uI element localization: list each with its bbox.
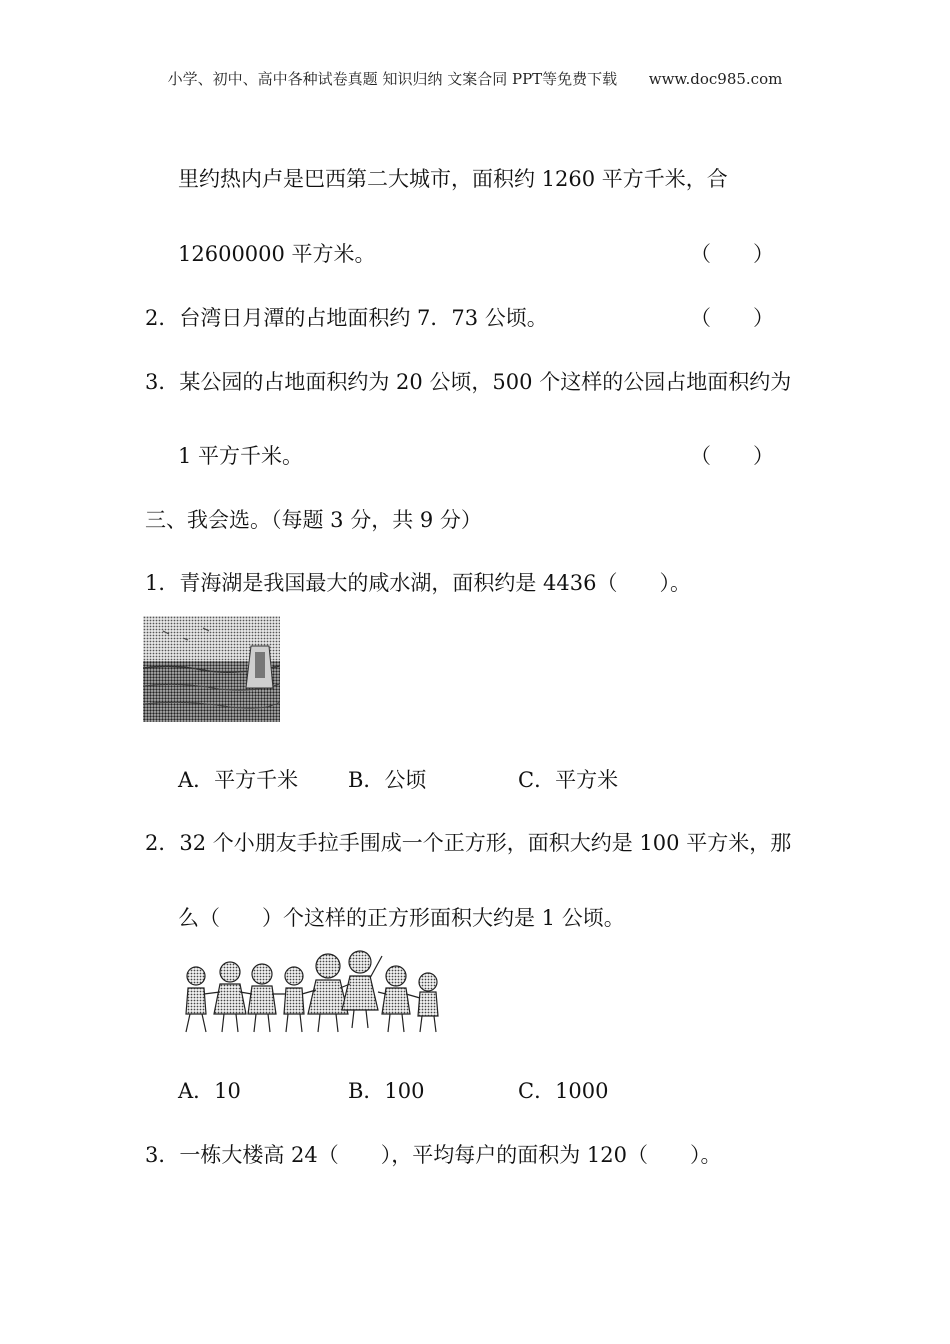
- q2-answer-paren[interactable]: （ ）: [690, 306, 774, 330]
- q2-statement: 2．台湾日月潭的占地面积约 7．73 公顷。: [145, 306, 548, 330]
- q3-statement-line1: 3．某公园的占地面积约为 20 公顷，500 个这样的公园占地面积约为: [145, 370, 792, 394]
- s3-q1-text: 1．青海湖是我国最大的咸水湖，面积约是 4436（ ）。: [145, 571, 691, 595]
- header-url[interactable]: www.doc985.com: [648, 70, 783, 88]
- q3-answer-paren[interactable]: （ ）: [690, 444, 774, 468]
- qinghai-lake-photo: [143, 616, 280, 722]
- s3-q2-line2: 么（ ）个这样的正方形面积大约是 1 公顷。: [178, 906, 625, 930]
- q1-continuation-line2: 12600000 平方米。: [178, 242, 376, 266]
- s3-q1-option-a[interactable]: A．平方千米: [178, 768, 299, 792]
- s3-q1-option-c[interactable]: C．平方米: [518, 768, 619, 792]
- section3-title: 三、我会选。（每题 3 分，共 9 分）: [145, 508, 482, 532]
- s3-q2-option-c[interactable]: C．1000: [518, 1079, 609, 1103]
- q1-continuation-line1: 里约热内卢是巴西第二大城市，面积约 1260 平方千米，合: [178, 167, 728, 191]
- children-holding-hands-illustration: [178, 948, 448, 1036]
- header-text: 小学、初中、高中各种试卷真题 知识归纳 文案合同 PPT等免费下载: [167, 70, 618, 88]
- s3-q2-option-a[interactable]: A．10: [178, 1079, 241, 1103]
- q1-answer-paren[interactable]: （ ）: [690, 242, 774, 266]
- s3-q1-option-b[interactable]: B．公顷: [348, 768, 427, 792]
- s3-q2-line1: 2．32 个小朋友手拉手围成一个正方形，面积大约是 100 平方米，那: [145, 831, 792, 855]
- s3-q3-text: 3．一栋大楼高 24（ ），平均每户的面积为 120（ ）。: [145, 1143, 722, 1167]
- q3-statement-line2: 1 平方千米。: [178, 444, 304, 468]
- page-header: [0, 68, 950, 89]
- s3-q2-option-b[interactable]: B．100: [348, 1079, 425, 1103]
